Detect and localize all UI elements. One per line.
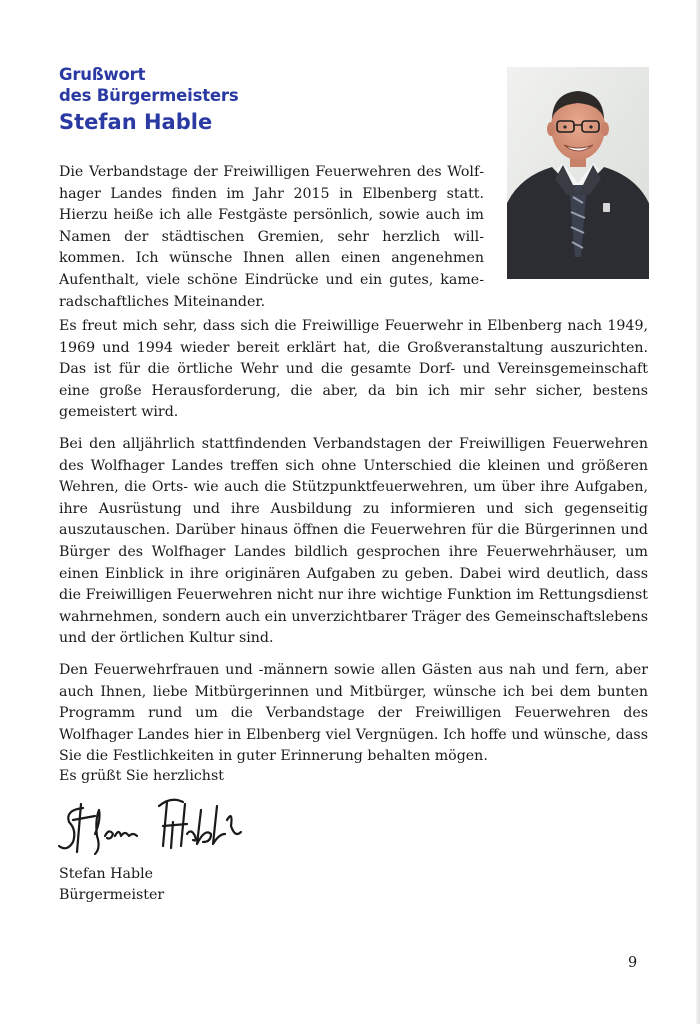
paragraph-3: Bei den alljährlich stattfindenden Verbandstagen der Freiwilligen Feuerwehren des Wolfhager Landes treffen sich ohne Unterschied die kleinen und größeren Wehren, die Orts- wie auch die Stützpunktfeuerwehren, um über ihre Aufgaben, ihre Ausrüstung und ihre Ausbildung zu informieren und sich gegenseitig auszutauschen. Darüber hinaus öffnen die Feuerwehren für die Bürgerinnen und Bürger des Wolfhager Landes bildlich gesprochen ihre Feuerwehrhäuser, um einen Einblick in ihre originären Aufgaben zu geben. Dabei wird deutlich, dass die Freiwilligen Feuerwehren nicht nur ihre wichtige Funktion im Rettungsdienst wahrnehmen, sondern auch ein unverzichtbarer Träger des Gemeinschaftslebens und der örtlichen Kultur sind.	[59, 435, 648, 647]
intro-paragraph-block	[59, 162, 484, 313]
heading-name: Stefan Hable	[59, 110, 213, 134]
page-edge	[696, 0, 700, 1024]
paragraph-1: Die Verbandstage der Freiwilligen Feuerwehren des Wolfhager Landes finden im Jahr 2015 in Elbenberg statt. Hierzu heiße ich alle Festgäste persönlich, sowie auch im Namen der städtischen Gremien, sehr herzlich willkommen. Ich wünsche Ihnen allen einen angenehmen Aufenthalt, viele schöne Eindrücke und ein gutes, kameradschaftliches Miteinander.	[59, 164, 484, 310]
body-text	[59, 316, 648, 778]
portrait-photo	[507, 67, 649, 279]
paragraph-4: Den Feuerwehrfrauen und -männern sowie allen Gästen aus nah und fern, aber auch Ihnen, liebe Mitbürgerinnen und Mitbürger, wünsche ich bei dem bunten Programm rund um die Verbandstage der Freiwilligen Feuerwehren des Wolfhager Landes hier in Elbenberg viel Vergnügen. Ich hoffe und wünsche, dass Sie die Festlichkeiten in guter Erinnerung behalten mögen.	[59, 661, 648, 765]
paragraph-2: Es freut mich sehr, dass sich die Freiwillige Feuerwehr in Elbenberg nach 1949, 1969 und 1994 wieder bereit erklärt hat, die Großveranstaltung auszurichten. Das ist für die örtliche Wehr und die gesamte Dorf- und Vereinsgemeinschaft eine große Herausforderung, die aber, da bin ich mir sehr sicher, bestens gemeistert wird.	[59, 318, 648, 421]
portrait-photo-icon	[507, 67, 649, 279]
heading-line-1: Grußwort	[59, 65, 146, 84]
heading-line-2: des Bürgermeisters	[59, 86, 239, 105]
signer-title: Bürgermeister	[59, 887, 165, 903]
signer-block	[59, 864, 164, 906]
signer-name: Stefan Hable	[59, 866, 154, 882]
page-number: 9	[628, 955, 638, 971]
closing-greeting: Es grüßt Sie herzlichst	[59, 768, 224, 784]
handwritten-signature-icon	[55, 790, 265, 860]
heading-block	[59, 64, 238, 137]
